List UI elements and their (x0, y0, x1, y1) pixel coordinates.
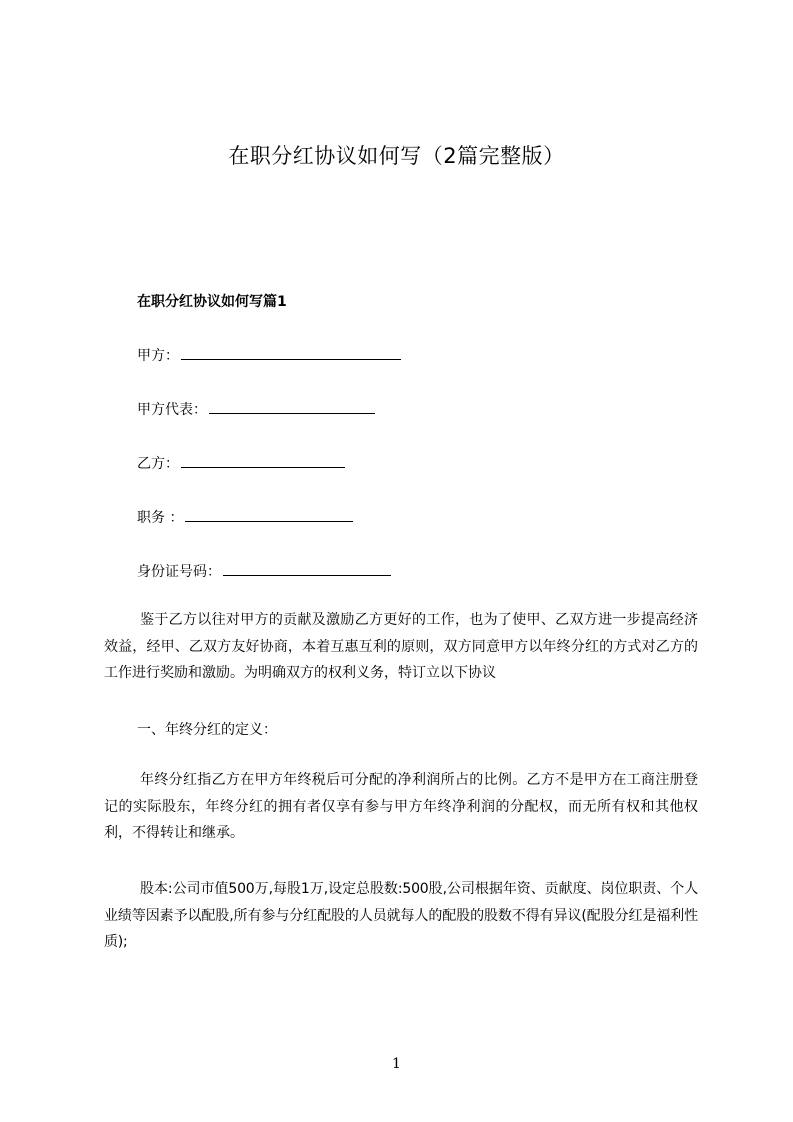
fill-in-blank (181, 345, 401, 360)
field-label: 乙方： (137, 456, 179, 472)
field-position (137, 507, 353, 527)
intro-paragraph: 鉴于乙方以往对甲方的贡献及激励乙方更好的工作，也为了使甲、乙双方进一步提高经济效益，经甲、乙双方友好协商，本着互惠互利的原则，双方同意甲方以年终分红的方式对乙方的工作进行奖励和激励。为明确双方的权利义务，特订立以下协议 (104, 612, 698, 681)
fill-in-blank (223, 561, 391, 576)
field-party-a-representative (137, 399, 375, 419)
fill-in-blank (181, 453, 345, 468)
heading-definition: 一、年终分红的定义： (137, 722, 277, 738)
fill-in-blank (209, 399, 375, 414)
field-party-a (137, 345, 401, 365)
page-number: 1 (392, 1056, 401, 1072)
field-label: 甲方代表： (137, 402, 207, 418)
field-label: 甲方： (137, 348, 179, 364)
field-label: 职务 ： (137, 510, 184, 526)
section-heading: 在职分红协议如何写篇1 (137, 294, 287, 310)
field-label: 身份证号码： (137, 564, 221, 580)
capital-paragraph: 股本:公司市值500万,每股1万,设定总股数:500股,公司根据年资、贡献度、岗位职责、个人业绩等因素予以配股,所有参与分红配股的人员就每人的配股的股数不得有异议(配股分红是福利性质); (104, 881, 698, 950)
definition-paragraph: 年终分红指乙方在甲方年终税后可分配的净利润所占的比例。乙方不是甲方在工商注册登记的实际股东，年终分红的拥有者仅享有参与甲方年终净利润的分配权，而无所有权和其他权利，不得转让和继承。 (104, 772, 698, 841)
field-id-number (137, 561, 391, 581)
document-title: 在职分红协议如何写（2篇完整版） (228, 144, 565, 168)
field-party-b (137, 453, 345, 473)
fill-in-blank (185, 507, 353, 522)
